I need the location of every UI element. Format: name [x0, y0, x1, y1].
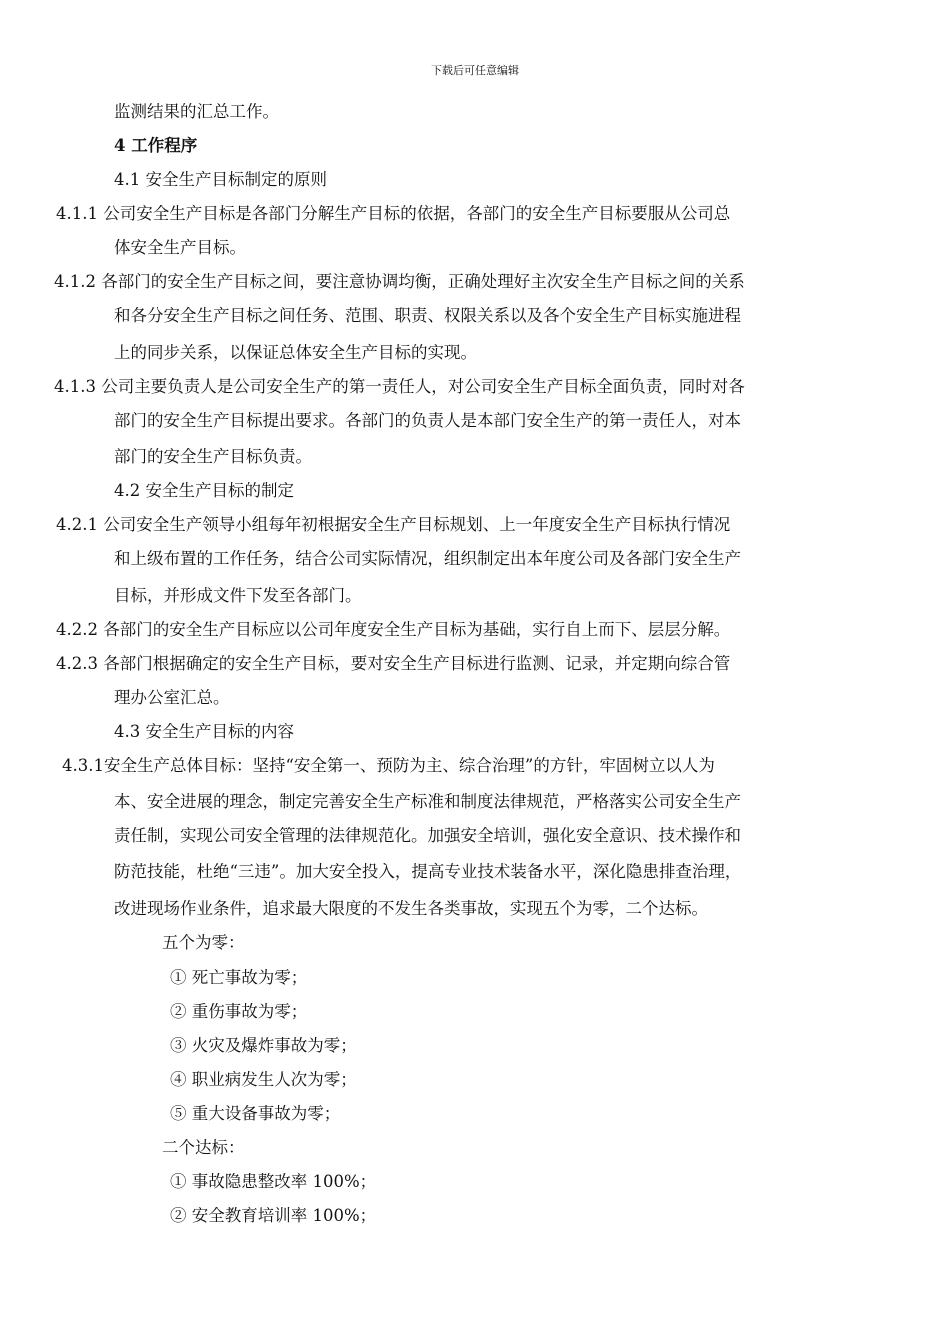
body-line: 目标，并形成文件下发至各部门。 [114, 586, 362, 605]
clause-line: 4.2.3 各部门根据确定的安全生产目标，要对安全生产目标进行监测、记录，并定期向综合管 [56, 654, 731, 673]
clause-line: 4.1.2 各部门的安全生产目标之间，要注意协调均衡，正确处理好主次安全生产目标之间的关系 [54, 272, 745, 291]
body-line: 监测结果的汇总工作。 [114, 102, 279, 121]
clause-line: 4.3.1安全生产总体目标：坚持“安全第一、预防为主、综合治理”的方针，牢固树立以人为 [62, 756, 715, 775]
list-item: ② 重伤事故为零； [170, 1002, 308, 1021]
subsection-heading: 4.3 安全生产目标的内容 [114, 722, 294, 741]
subsection-heading: 4.1 安全生产目标制定的原则 [114, 170, 327, 189]
list-item: ④ 职业病发生人次为零； [170, 1070, 357, 1089]
section-heading: 4 工作程序 [114, 136, 198, 155]
page-header: 下载后可任意编辑 [431, 64, 519, 77]
body-line: 上的同步关系，以保证总体安全生产目标的实现。 [114, 343, 477, 362]
list-heading: 二个达标： [162, 1138, 245, 1157]
body-line: 本、安全进展的理念，制定完善安全生产标准和制度法律规范，严格落实公司安全生产 [114, 792, 741, 811]
body-line: 防范技能，杜绝“三违”。加大安全投入，提高专业技术装备水平，深化隐患排查治理， [114, 862, 742, 881]
list-item: ⑤ 重大设备事故为零； [170, 1104, 341, 1123]
clause-line: 4.1.1 公司安全生产目标是各部门分解生产目标的依据，各部门的安全生产目标要服从公司总 [56, 204, 731, 223]
clause-line: 4.2.1 公司安全生产领导小组每年初根据安全生产目标规划、上一年度安全生产目标执行情况 [56, 515, 731, 534]
body-line: 部门的安全生产目标负责。 [114, 447, 312, 466]
list-item: ② 安全教育培训率 100%； [170, 1206, 377, 1225]
body-line: 理办公室汇总。 [114, 688, 230, 707]
clause-line: 4.1.3 公司主要负责人是公司安全生产的第一责任人，对公司安全生产目标全面负责，同时对各 [54, 377, 745, 396]
body-line: 部门的安全生产目标提出要求。各部门的负责人是本部门安全生产的第一责任人，对本 [114, 411, 741, 430]
list-heading: 五个为零： [162, 933, 245, 952]
body-line: 和上级布置的工作任务，结合公司实际情况，组织制定出本年度公司及各部门安全生产 [114, 549, 741, 568]
list-item: ① 死亡事故为零； [170, 968, 308, 987]
body-line: 体安全生产目标。 [114, 238, 246, 257]
list-item: ① 事故隐患整改率 100%； [170, 1172, 377, 1191]
subsection-heading: 4.2 安全生产目标的制定 [114, 481, 294, 500]
body-line: 和各分安全生产目标之间任务、范围、职责、权限关系以及各个安全生产目标实施进程 [114, 306, 741, 325]
body-line: 改进现场作业条件，追求最大限度的不发生各类事故，实现五个为零，二个达标。 [114, 899, 708, 918]
list-item: ③ 火灾及爆炸事故为零； [170, 1036, 357, 1055]
clause-line: 4.2.2 各部门的安全生产目标应以公司年度安全生产目标为基础，实行自上而下、层层分解。 [56, 620, 731, 639]
body-line: 责任制，实现公司安全管理的法律规范化。加强安全培训，强化安全意识、技术操作和 [114, 826, 741, 845]
